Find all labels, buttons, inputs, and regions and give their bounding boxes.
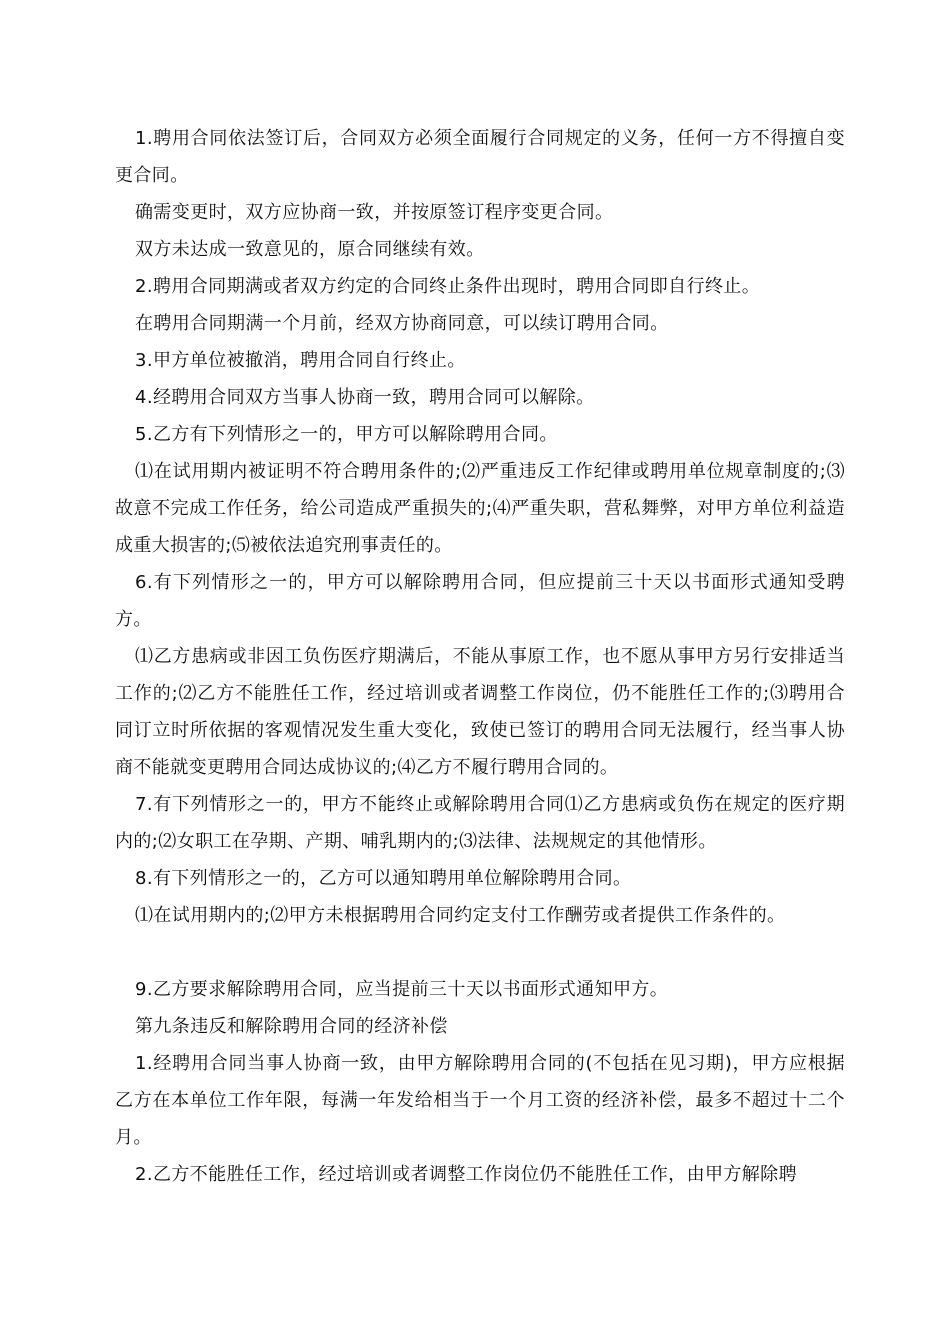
paragraph-9: ⑴在试用期内被证明不符合聘用条件的;⑵严重违反工作纪律或聘用单位规章制度的;⑶故意不完成工作任务，给公司造成严重损失的;⑷严重失职，营私舞弊，对甲方单位利益造成重大损害的;⑸被依法追究刑事责任的。 <box>115 461 845 556</box>
paragraph-3: 双方未达成一致意见的，原合同继续有效。 <box>135 239 485 260</box>
paragraph-5: 在聘用合同期满一个月前，经双方协商同意，可以续订聘用合同。 <box>135 313 669 334</box>
paragraph-17: 2.乙方不能胜任工作，经过培训或者调整工作岗位仍不能胜任工作，由甲方解除聘 <box>135 1164 797 1185</box>
paragraph-1: 1.聘用合同依法签订后，合同双方必须全面履行合同规定的义务，任何一方不得擅自变更合同。 <box>115 128 845 186</box>
paragraph-13: 8.有下列情形之一的，乙方可以通知聘用单位解除聘用合同。 <box>135 868 632 889</box>
paragraph-15: 9.乙方要求解除聘用合同，应当提前三十天以书面形式通知甲方。 <box>135 979 669 1000</box>
paragraph-8: 5.乙方有下列情形之一的，甲方可以解除聘用合同。 <box>135 424 558 445</box>
paragraph-16: 1.经聘用合同当事人协商一致，由甲方解除聘用合同的(不包括在见习期)，甲方应根据乙方在本单位工作年限，每满一年发给相当于一个月工资的经济补偿，最多不超过十二个月。 <box>115 1053 845 1148</box>
document-body <box>115 120 845 1193</box>
paragraph-14: ⑴在试用期内的;⑵甲方未根据聘用合同约定支付工作酬劳或者提供工作条件的。 <box>135 905 786 926</box>
paragraph-2: 确需变更时，双方应协商一致，并按原签订程序变更合同。 <box>135 202 614 223</box>
paragraph-6: 3.甲方单位被撤消，聘用合同自行终止。 <box>135 350 466 371</box>
paragraph-11: ⑴乙方患病或非因工负伤医疗期满后，不能从事原工作，也不愿从事甲方另行安排适当工作的;⑵乙方不能胜任工作，经过培训或者调整工作岗位，仍不能胜任工作的;⑶聘用合同订立时所依据的客观情况发生重大变化，致使已签订的聘用合同无法履行，经当事人协商不能就变更聘用合同达成协议的;⑷乙方不履行聘用合同的。 <box>115 646 845 778</box>
paragraph-12: 7.有下列情形之一的，甲方不能终止或解除聘用合同⑴乙方患病或负伤在规定的医疗期内的;⑵女职工在孕期、产期、哺乳期内的;⑶法律、法规规定的其他情形。 <box>115 794 845 852</box>
section-heading: 第九条违反和解除聘用合同的经济补偿 <box>135 1016 448 1037</box>
blank-line <box>115 934 845 971</box>
paragraph-10: 6.有下列情形之一的，甲方可以解除聘用合同，但应提前三十天以书面形式通知受聘方。 <box>115 572 845 630</box>
paragraph-4: 2.聘用合同期满或者双方约定的合同终止条件出现时，聘用合同即自行终止。 <box>135 276 761 297</box>
paragraph-7: 4.经聘用合同双方当事人协商一致，聘用合同可以解除。 <box>135 387 595 408</box>
